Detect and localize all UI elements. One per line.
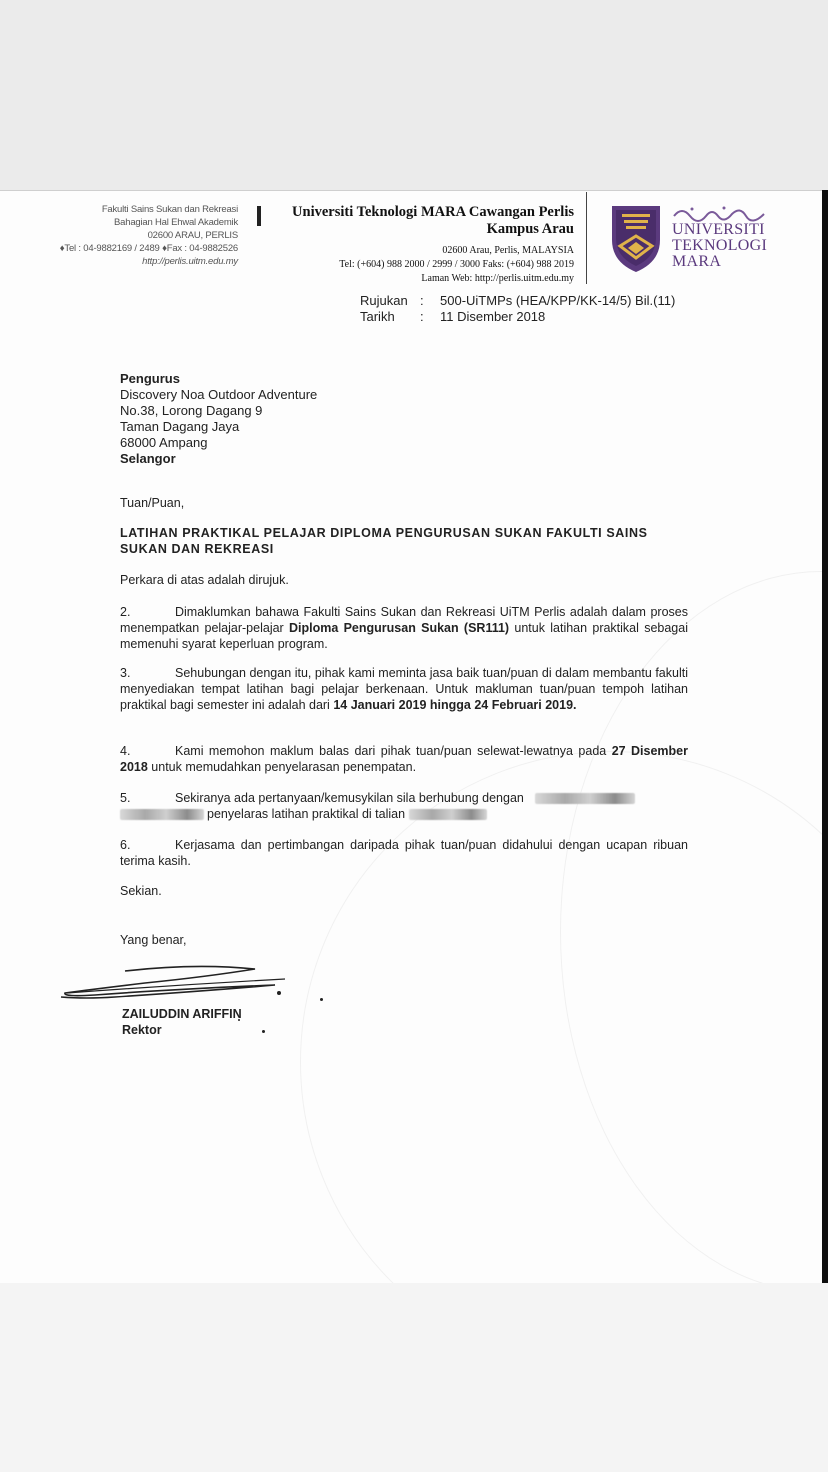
ink-speck [320,998,323,1001]
ink-speck [277,991,281,995]
page-edge-shadow [822,190,828,1283]
training-period: 14 Januari 2019 hingga 24 Februari 2019. [333,698,577,712]
paragraph-number: 5. [120,791,131,805]
date-label: Tarikh [360,309,395,324]
paragraph-text: Sekiranya ada pertanyaan/kemusykilan sila berhubung dengan [175,791,524,805]
logo-wordmark [672,222,767,270]
university-name: Universiti Teknologi MARA Cawangan Perlis [292,204,574,220]
logo-line-1: UNIVERSITI [672,221,765,238]
division-name: Bahagian Hal Ehwal Akademik [114,217,238,228]
logo-line-2: TEKNOLOGI [672,237,768,254]
university-web: Laman Web: http://perlis.uitm.edu.my [421,273,574,284]
logo-line-3: MARA [672,253,722,270]
letter-page [0,190,822,1284]
paragraph-number: 3. [120,666,131,680]
signer-block [122,1006,242,1038]
paragraph-text: untuk latihan praktikal sebagai memenuhi syarat keperluan program. [120,621,688,651]
reference-separator: : [420,293,424,308]
recipient-street: No.38, Lorong Dagang 9 [120,403,263,418]
uitm-logo-icon [606,200,666,276]
closing: Sekian. [120,884,162,898]
reference-block [360,293,675,325]
faculty-website: http://perlis.uitm.edu.my [142,256,238,267]
ink-speck [262,1030,265,1033]
paragraph-number: 2. [120,605,131,619]
regards: Yang benar, [120,933,187,947]
header-divider-mark [257,206,261,226]
paragraph-2 [120,604,688,652]
recipient-address [120,371,317,467]
university-address: 02600 Arau, Perlis, MALAYSIA [442,245,574,256]
reply-deadline: 27 Disember 2018 [120,744,689,774]
header-vertical-rule [586,192,587,284]
recipient-state: Selangor [120,451,176,466]
faculty-city: 02600 ARAU, PERLIS [147,230,238,241]
paragraph-5 [120,790,688,822]
paragraph-3 [120,665,688,713]
signer-name: ZAILUDDIN ARIFFIN [122,1007,242,1021]
screenshot-top-margin [0,0,828,190]
redacted-contact-name [535,793,635,804]
letter-subject: LATIHAN PRAKTIKAL PELAJAR DIPLOMA PENGURUSAN SUKAN FAKULTI SAINS SUKAN DAN REKREASI [120,526,648,556]
campus-name: Kampus Arau [486,221,574,237]
recipient-title: Pengurus [120,371,180,386]
date-row [360,309,675,325]
faculty-name: Fakulti Sains Sukan dan Rekreasi [101,204,238,215]
reference-value: 500-UiTMPs (HEA/KPP/KK-14/5) Bil.(11) [440,293,676,308]
paragraph-6 [120,837,688,869]
jawi-script-mark-icon [672,204,767,222]
screenshot-bottom-margin [0,1283,828,1472]
paragraph-text: Dimaklumkan bahawa Fakulti Sains Sukan dan Rekreasi UiTM Perlis adalah dalam proses menempatkan pelajar-pelajar [120,605,688,635]
intro-line: Perkara di atas adalah dirujuk. [120,573,289,587]
university-header [262,204,574,286]
paragraph-text: Kami memohon maklum balas dari pihak tuan/puan selewat-lewatnya pada [175,744,612,758]
recipient-postcode-city: 68000 Ampang [120,435,208,450]
recipient-company: Discovery Noa Outdoor Adventure [120,387,318,402]
faculty-phone-fax: ♦Tel : 04-9882169 / 2489 ♦Fax : 04-9882526 [59,243,238,254]
university-contact: Tel: (+604) 988 2000 / 2999 / 3000 Faks: (+604) 988 2019 [339,259,574,270]
date-separator: : [420,309,424,324]
date-value: 11 Disember 2018 [440,309,546,324]
faculty-header [30,203,238,268]
paragraph-number: 4. [120,744,131,758]
reference-row [360,293,675,309]
paragraph-text: penyelaras latihan praktikal di talian [207,807,406,821]
paragraph-number: 6. [120,838,131,852]
signer-title: Rektor [122,1023,162,1037]
paragraph-text: untuk memudahkan penyelarasan penempatan. [147,760,417,774]
reference-label: Rujukan [360,293,408,308]
paragraph-text: Sehubungan dengan itu, pihak kami meminta jasa baik tuan/puan di dalam membantu fakulti menyediakan tempat latihan bagi pelajar berkenaan. Untuk makluman tuan/puan tempoh latihan praktikal bagi semester ini adalah dari [120,666,688,712]
paragraph-text: Kerjasama dan pertimbangan daripada pihak tuan/puan didahului dengan ucapan ribuan terima kasih. [120,838,688,868]
salutation: Tuan/Puan, [120,496,185,510]
redacted-phone-number [409,809,487,820]
redacted-contact-name [120,809,204,820]
paragraph-4 [120,743,688,775]
program-name: Diploma Pengurusan Sukan (SR111) [289,621,510,635]
recipient-area: Taman Dagang Jaya [120,419,240,434]
